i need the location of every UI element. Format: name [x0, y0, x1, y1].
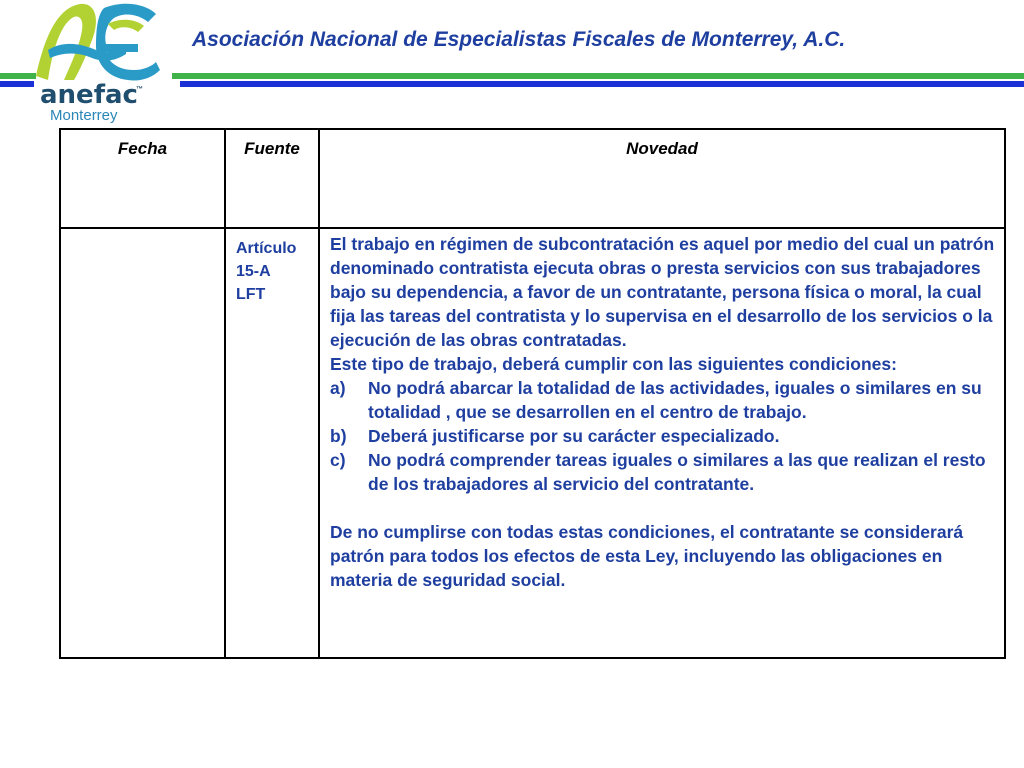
- fuente-line: LFT: [236, 286, 266, 303]
- novedad-closing: De no cumplirse con todas estas condiciones, el contratante se considerará patrón para todos los efectos de esta Ley, incluyendo las obligaciones en materia de seguridad social.: [330, 522, 964, 590]
- header-band-green: [172, 73, 1024, 79]
- list-item: [330, 448, 1002, 496]
- logo-trademark: ™: [136, 86, 143, 93]
- conditions-list: [330, 376, 1002, 496]
- anefac-logo: [34, 0, 164, 126]
- column-header-fecha: Fecha: [60, 129, 225, 228]
- fuente-line: 15-A: [236, 263, 271, 280]
- list-marker: a): [330, 378, 346, 398]
- list-item: [330, 424, 1002, 448]
- column-header-fuente: Fuente: [225, 129, 319, 228]
- list-item-text: No podrá comprender tareas iguales o similares a las que realizan el resto de los trabajadores al servicio del contratante.: [368, 450, 986, 494]
- cell-novedad: [319, 228, 1005, 658]
- novedad-lead: Este tipo de trabajo, deberá cumplir con las siguientes condiciones:: [330, 354, 897, 374]
- header-band-green-left: [0, 73, 36, 79]
- list-item-text: No podrá abarcar la totalidad de las actividades, iguales o similares en su totalidad , que se desarrollen en el centro de trabajo.: [368, 378, 982, 422]
- logo-wordmark: anefac: [40, 80, 138, 110]
- cell-fecha: [60, 228, 225, 658]
- header-band-blue-left: [0, 81, 34, 87]
- list-item: [330, 376, 1002, 424]
- column-header-novedad: Novedad: [319, 129, 1005, 228]
- fuente-line: Artículo: [236, 240, 297, 257]
- logo-city: Monterrey: [50, 107, 118, 124]
- list-marker: c): [330, 450, 346, 470]
- cell-fuente: [225, 228, 319, 658]
- novedades-table: [59, 128, 1006, 659]
- paragraph-spacer: [330, 496, 1002, 520]
- header-band-blue: [180, 81, 1024, 87]
- page-title: Asociación Nacional de Especialistas Fiscales de Monterrey, A.C.: [192, 28, 846, 51]
- list-item-text: Deberá justificarse por su carácter especializado.: [368, 426, 780, 446]
- novedad-intro: El trabajo en régimen de subcontratación es aquel por medio del cual un patrón denominado contratista ejecuta obras o presta servicios con sus trabajadores bajo su dependencia, a favor de un contratante, persona física o moral, la cual fija las tareas del contratista y lo supervisa en el desarrollo de los servicios o la ejecución de las obras contratadas.: [330, 234, 995, 350]
- ae-logo-mark-icon: [34, 0, 164, 82]
- table-row: [60, 228, 1005, 658]
- list-marker: b): [330, 426, 347, 446]
- table-header-row: [60, 129, 1005, 228]
